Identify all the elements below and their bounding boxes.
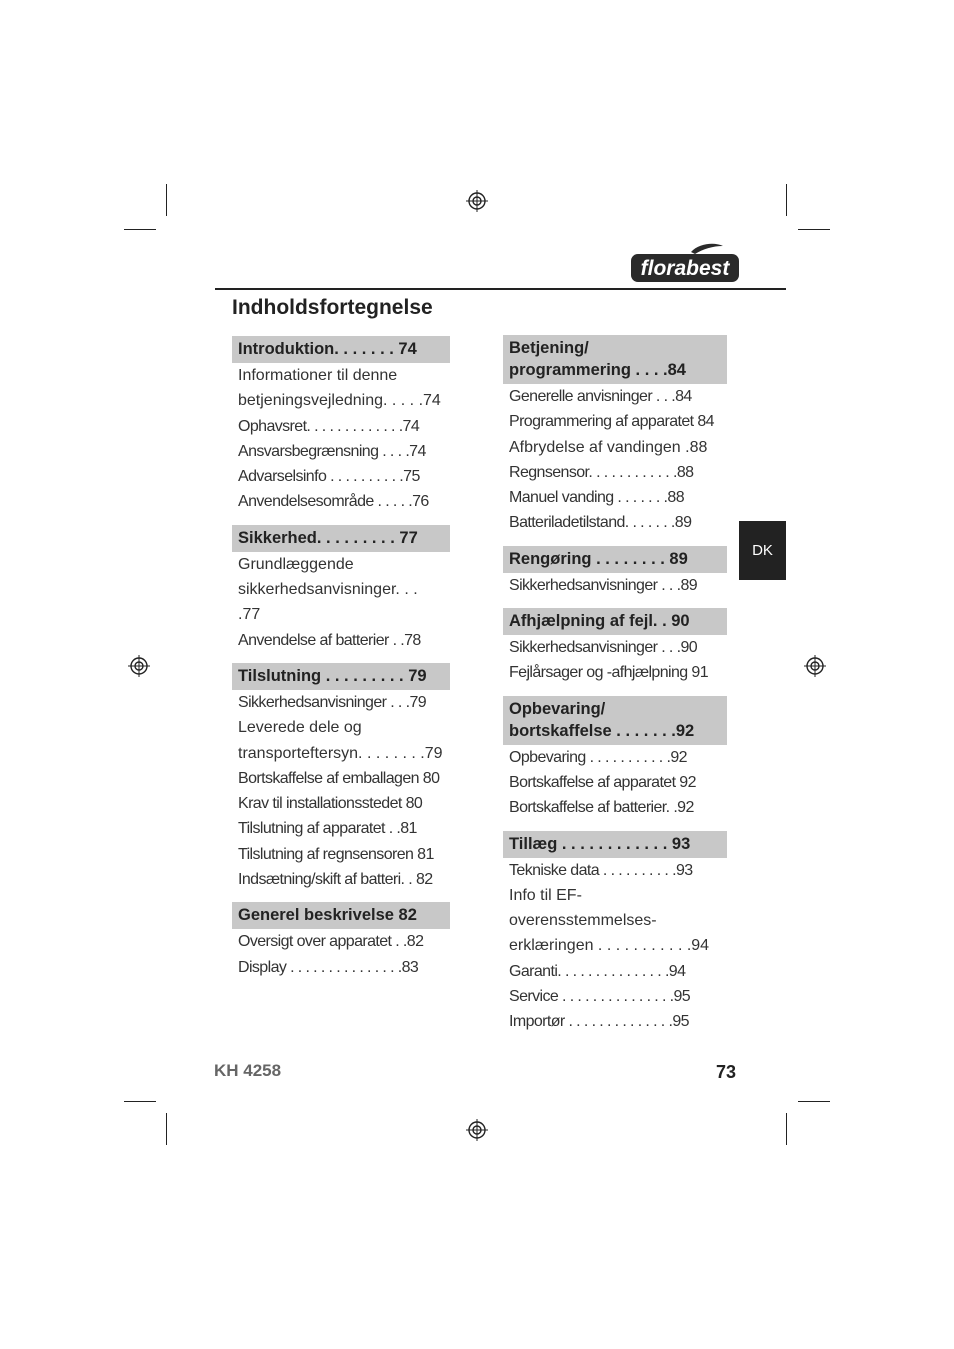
toc-section-heading: Betjening/ programmering . . . .84 bbox=[503, 335, 727, 384]
toc-section-heading: Opbevaring/ bortskaffelse . . . . . . .92 bbox=[503, 696, 727, 745]
toc-entry: Sikkerhedsanvisninger . . .90 bbox=[509, 639, 698, 657]
toc-entry: Grundlæggende sikkerhedsanvisninger. . . .77 bbox=[238, 555, 418, 624]
toc-entry: Generelle anvisninger . . .84 bbox=[509, 388, 692, 405]
toc-entry: Tilslutning af regnsensoren 81 bbox=[238, 845, 434, 863]
toc-section bbox=[503, 831, 727, 1035]
toc-entry: Sikkerhedsanvisninger . . .89 bbox=[509, 576, 698, 594]
toc-section bbox=[232, 336, 450, 515]
toc-section bbox=[503, 335, 727, 536]
toc-entry: Informationer til denne betjeningsvejledning. . . . .74 bbox=[238, 367, 441, 410]
toc-entry: Tekniske data . . . . . . . . . .93 bbox=[509, 861, 693, 879]
toc-entry: Oversigt over apparatet . .82 bbox=[238, 933, 424, 951]
toc-entry: Bortskaffelse af batterier. .92 bbox=[509, 799, 694, 817]
registration-mark-icon bbox=[804, 655, 826, 677]
toc-entry: Display . . . . . . . . . . . . . . .83 bbox=[238, 958, 419, 976]
registration-mark-icon bbox=[466, 190, 488, 212]
toc-entry: Indsætning/skift af batteri. . 82 bbox=[238, 871, 433, 889]
toc-section-heading: Tilslutning . . . . . . . . . 79 bbox=[232, 663, 450, 690]
toc-section bbox=[503, 546, 727, 598]
toc-right-column bbox=[503, 335, 727, 1045]
toc-entry: Ophavsret. . . . . . . . . . . . .74 bbox=[238, 417, 420, 435]
toc-section-heading: Tillæg . . . . . . . . . . . . 93 bbox=[503, 831, 727, 858]
toc-section bbox=[232, 663, 450, 892]
toc-section bbox=[232, 902, 450, 980]
toc-entry: Anvendelse af batterier . .78 bbox=[238, 631, 421, 649]
crop-mark bbox=[786, 1113, 787, 1145]
toc-section-heading: Introduktion. . . . . . . 74 bbox=[232, 336, 450, 363]
toc-entry: Manuel vanding . . . . . . .88 bbox=[509, 489, 685, 507]
registration-mark-icon bbox=[466, 1119, 488, 1141]
toc-entry: Tilslutning af apparatet . .81 bbox=[238, 820, 417, 838]
toc-section bbox=[503, 696, 727, 821]
toc-section-heading: Rengøring . . . . . . . . 89 bbox=[503, 546, 727, 573]
toc-section-heading: Sikkerhed. . . . . . . . . 77 bbox=[232, 525, 450, 552]
toc-entry: Batteriladetilstand. . . . . . .89 bbox=[509, 514, 692, 532]
toc-entry: Fejlårsager og -afhjælpning 91 bbox=[509, 664, 709, 682]
toc-section bbox=[503, 608, 727, 686]
toc-entry: Opbevaring . . . . . . . . . . .92 bbox=[509, 748, 687, 766]
language-tab: DK bbox=[739, 521, 786, 580]
crop-mark bbox=[124, 1101, 156, 1102]
toc-entry: Info til EF-overensstemmelses- erklæringen . . . . . . . . . . .94 bbox=[509, 886, 710, 955]
toc-entry: Anvendelsesområde . . . . .76 bbox=[238, 493, 429, 511]
toc-entry: Bortskaffelse af emballagen 80 bbox=[238, 769, 440, 787]
toc-entry: Sikkerhedsanvisninger . . .79 bbox=[238, 693, 427, 711]
toc-entry: Krav til installationsstedet 80 bbox=[238, 795, 423, 813]
toc-entry: Importør . . . . . . . . . . . . . .95 bbox=[509, 1013, 689, 1031]
toc-section-heading: Afhjælpning af fejl. . 90 bbox=[503, 608, 727, 635]
toc-entry: Regnsensor. . . . . . . . . . . .88 bbox=[509, 463, 694, 481]
florabest-logo bbox=[631, 243, 739, 283]
model-number: KH 4258 bbox=[214, 1061, 282, 1080]
crop-mark bbox=[166, 1113, 167, 1145]
crop-mark bbox=[798, 1101, 830, 1102]
toc-left-column bbox=[232, 336, 450, 990]
toc-section-heading: Generel beskrivelse 82 bbox=[232, 902, 450, 929]
toc-entry: Leverede dele og transporteftersyn. . . . . . . .79 bbox=[238, 719, 443, 762]
page-number: 73 bbox=[716, 1062, 737, 1082]
toc-entry: Garanti. . . . . . . . . . . . . . .94 bbox=[509, 962, 686, 980]
toc-entry: Service . . . . . . . . . . . . . . .95 bbox=[509, 988, 691, 1006]
toc-entry: Advarselsinfo . . . . . . . . . .75 bbox=[238, 468, 420, 486]
crop-mark bbox=[798, 229, 830, 230]
toc-section bbox=[232, 525, 450, 653]
registration-mark-icon bbox=[128, 655, 150, 677]
header-rule bbox=[215, 288, 786, 290]
crop-mark bbox=[124, 229, 156, 230]
toc-entry: Bortskaffelse af apparatet 92 bbox=[509, 773, 696, 791]
toc-entry: Programmering af apparatet 84 bbox=[509, 413, 714, 431]
toc-entry: Afbrydelse af vandingen .88 bbox=[509, 438, 708, 456]
page-title: Indholdsfortegnelse bbox=[232, 296, 433, 319]
crop-mark bbox=[166, 184, 167, 216]
svg-text:florabest: florabest bbox=[640, 257, 730, 280]
crop-mark bbox=[786, 184, 787, 216]
toc-entry: Ansvarsbegrænsning . . . .74 bbox=[238, 442, 426, 460]
